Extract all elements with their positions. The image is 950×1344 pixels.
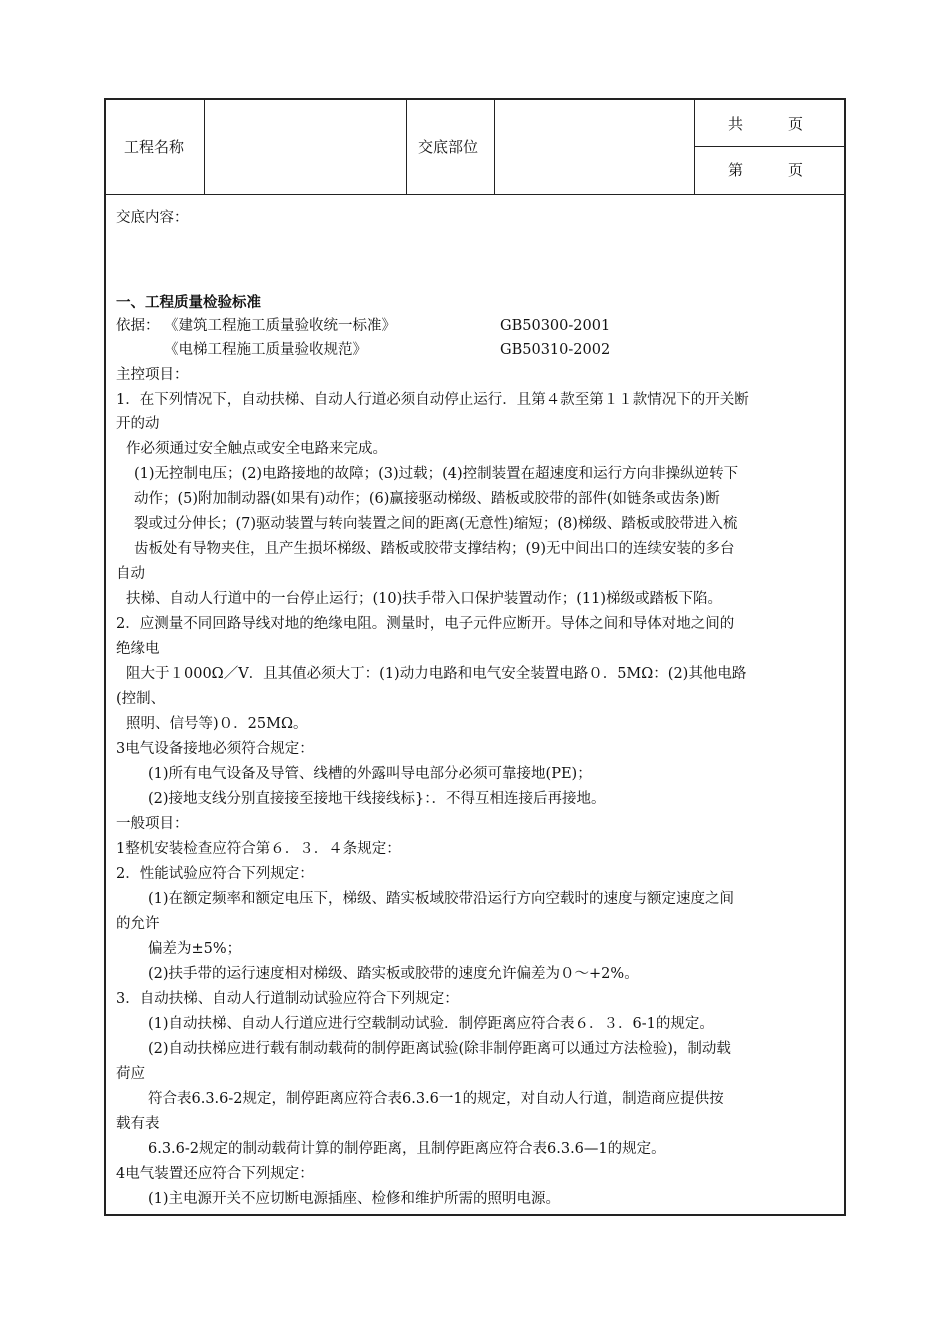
intro-label: 交底内容： xyxy=(116,210,189,226)
text-line: (控制、 xyxy=(116,691,166,707)
text-line: 2．应测量不同回路导线对地的绝缘电阻。测量时，电子元件应断开。导体之间和导体对地之间的 xyxy=(116,616,735,632)
text-line: (1)无控制电压；(2)电路接地的故障；(3)过载；(4)控制装置在超速度和运行方向非操纵逆转下 xyxy=(134,466,739,482)
divider xyxy=(694,146,844,147)
text-line: (2)自动扶梯应进行载有制动载荷的制停距离试验(除非制停距离可以通过方法检验)，制动载 xyxy=(148,1041,731,1057)
handover-form xyxy=(104,98,846,1216)
divider xyxy=(694,100,695,194)
text-line: 阻大于１000Ω／V．且其值必须大丁：(1)动力电路和电气安全装置电路０．5MΩ：(2)其他电路 xyxy=(126,666,747,682)
text-line: 的允许 xyxy=(116,916,160,932)
text-line: 2．性能试验应符合下列规定： xyxy=(116,866,314,882)
divider xyxy=(494,100,495,194)
text-line: 偏差为±5%； xyxy=(148,941,242,957)
text-line: (1)自动扶梯、自动人行道应进行空载制动试验．制停距离应符合表６．３．6-1的规定。 xyxy=(148,1016,714,1032)
text-line: (2)接地支线分别直接接至接地干线接线标}：．不得互相连接后再接地。 xyxy=(148,791,606,807)
text-line: 载有表 xyxy=(116,1116,160,1132)
text-line: 1整机安装检查应符合第６．３．４条规定： xyxy=(116,841,401,857)
basis-name: 《电梯工程施工质量验收规范》 xyxy=(164,342,367,358)
text-line: 动作；(5)附加制动器(如果有)动作；(6)赢接驱动梯级、踏板或胶带的部件(如链条或齿条)断 xyxy=(134,491,720,507)
basis-name: 《建筑工程施工质量验收统一标准》 xyxy=(164,318,396,334)
text-line: 齿板处有导物夹住，且产生损坏梯级、踏板或胶带支撑结构；(9)无中间出口的连续安装的多台 xyxy=(134,541,735,557)
total-pages: 共 页 xyxy=(728,115,804,133)
text-line: (1)所有电气设备及导管、线槽的外露叫导电部分必须可靠接地(PE)； xyxy=(148,766,592,782)
text-line: 绝缘电 xyxy=(116,641,160,657)
text-line: 自动 xyxy=(116,566,145,582)
page-number: 第 页 xyxy=(728,161,804,179)
text-line: 3电气设备接地必须符合规定： xyxy=(116,741,314,757)
project-name-label: 工程名称 xyxy=(124,138,185,156)
text-line: 6.3.6-2规定的制动载荷计算的制停距离，且制停距离应符合表6.3.6—1的规定。 xyxy=(148,1141,666,1157)
text-line: 主控项目： xyxy=(116,367,189,383)
text-line: 3．自动扶梯、自动人行道制动试验应符合下列规定： xyxy=(116,991,459,1007)
text-line: 扶梯、自动人行道中的一台停止运行；(10)扶手带入口保护装置动作；(11)梯级或踏板下陷。 xyxy=(126,591,723,607)
basis-label: 依据： xyxy=(116,318,160,334)
section-title: 一、工程质量检验标准 xyxy=(116,294,261,311)
text-line: 1．在下列情况下，自动扶梯、自动人行道必须自动停止运行．且第４款至第１１款情况下的开关断 xyxy=(116,392,749,408)
text-line: 荷应 xyxy=(116,1066,145,1082)
text-line: 照明、信号等)０．25MΩ。 xyxy=(126,716,308,732)
text-line: 4电气装置还应符合下列规定： xyxy=(116,1166,314,1182)
basis-code: GB50310-2002 xyxy=(500,342,611,358)
text-line: (1)在额定频率和额定电压下，梯级、踏实板域胶带沿运行方向空载时的速度与额定速度之间 xyxy=(148,891,735,907)
basis-code: GB50300-2001 xyxy=(500,318,611,334)
text-line: 裂或过分伸长；(7)驱动装置与转向装置之间的距离(无意性)缩短；(8)梯级、踏板或胶带进入梳 xyxy=(134,516,738,532)
text-line: 开的动 xyxy=(116,416,160,432)
text-line: (2)扶手带的运行速度相对梯级、踏实板或胶带的速度允许偏差为０～+2%。 xyxy=(148,966,639,982)
divider xyxy=(204,100,205,194)
text-line: 符合表6.3.6-2规定，制停距离应符合表6.3.6一1的规定，对自动人行道，制造商应提供按 xyxy=(148,1091,724,1107)
handover-part-label: 交底部位 xyxy=(418,138,479,156)
text-line: 作必须通过安全触点或安全电路来完成。 xyxy=(126,441,387,457)
text-line: 一般项目： xyxy=(116,816,189,832)
text-line: (1)主电源开关不应切断电源插座、检修和维护所需的照明电源。 xyxy=(148,1191,561,1207)
divider xyxy=(406,100,407,194)
form-header xyxy=(106,100,844,195)
